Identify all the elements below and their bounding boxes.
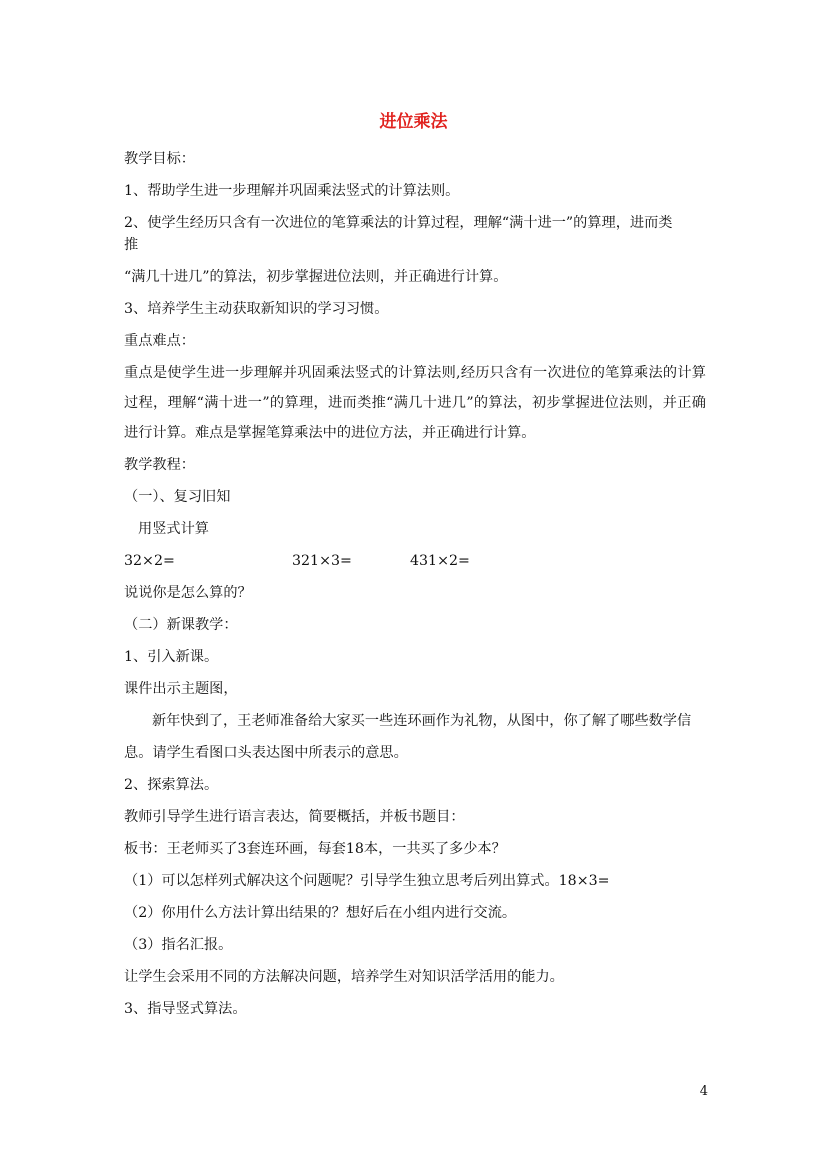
paragraph-teacher-guidance: 教师引导学生进行语言表达，简要概括，并板书题目： bbox=[124, 809, 465, 825]
calculation-item: 321×3= bbox=[292, 553, 352, 569]
page-number: 4 bbox=[699, 1084, 708, 1099]
paragraph-teaching-process-heading: 教学教程： bbox=[124, 457, 195, 473]
calculation-item: 431×2= bbox=[410, 553, 470, 569]
paragraph-goal-2-line-1: 2、使学生经历只含有一次进位的笔算乘法的计算过程，理解“满十进一”的算理，进而类 bbox=[124, 215, 673, 231]
paragraph-key-points-heading: 重点难点： bbox=[124, 333, 195, 349]
paragraph-apply-knowledge: 让学生会采用不同的方法解决问题，培养学生对知识活学活用的能力。 bbox=[124, 969, 564, 985]
paragraph-new-lesson-heading: （二）新课教学： bbox=[124, 617, 238, 633]
paragraph-goal-3: 3、培养学生主动获取新知识的学习习惯。 bbox=[124, 301, 389, 317]
paragraph-key-points-body: 重点是使学生进一步理解并巩固乘法竖式的计算法则,经历只含有一次进位的笔算乘法的计算过程，理解“满十进一”的算理，进而类推“满几十进几”的算法，初步掌握进位法则，并正确进行计算。难点是掌握笔算乘法中的进位方法，并正确进行计算。 bbox=[124, 365, 706, 441]
paragraph-question-3: （3）指名汇报。 bbox=[124, 937, 233, 953]
paragraph-goal-2-line-3: “满几十进几”的算法，初步掌握进位法则，并正确进行计算。 bbox=[124, 269, 508, 285]
paragraph-show-theme-image: 课件出示主题图， bbox=[124, 681, 238, 697]
paragraph-introduce-lesson: 1、引入新课。 bbox=[124, 649, 219, 665]
paragraph-story-line-1: 新年快到了，王老师准备给大家买一些连环画作为礼物，从图中，你了解了哪些数学信 bbox=[152, 713, 692, 729]
calculation-row bbox=[124, 550, 706, 572]
paragraph-teaching-goals-heading: 教学目标： bbox=[124, 151, 195, 167]
paragraph-vertical-method-guidance: 3、指导竖式算法。 bbox=[124, 1001, 247, 1017]
paragraph-explore-method: 2、探索算法。 bbox=[124, 777, 219, 793]
paragraph-story-line-2: 息。请学生看图口头表达图中所表示的意思。 bbox=[124, 745, 408, 761]
paragraph-question-1: （1）可以怎样列式解决这个问题呢？引导学生独立思考后列出算式。18×3= bbox=[124, 873, 610, 889]
paragraph-explain-prompt: 说说你是怎么算的？ bbox=[124, 585, 252, 601]
document-title: 进位乘法 bbox=[379, 112, 448, 132]
document-body bbox=[124, 148, 706, 1030]
paragraph-board-writing: 板书：王老师买了3套连环画，每套18本，一共买了多少本？ bbox=[124, 841, 506, 857]
paragraph-goal-2-line-2: 推 bbox=[124, 237, 139, 253]
calculation-item: 32×2= bbox=[124, 553, 175, 569]
paragraph-question-2: （2）你用什么方法计算出结果的？想好后在小组内进行交流。 bbox=[124, 905, 517, 921]
paragraph-vertical-calculation: 用竖式计算 bbox=[138, 521, 209, 537]
paragraph-review-heading: （一）、复习旧知 bbox=[124, 489, 231, 505]
paragraph-goal-1: 1、帮助学生进一步理解并巩固乘法竖式的计算法则。 bbox=[124, 183, 460, 199]
